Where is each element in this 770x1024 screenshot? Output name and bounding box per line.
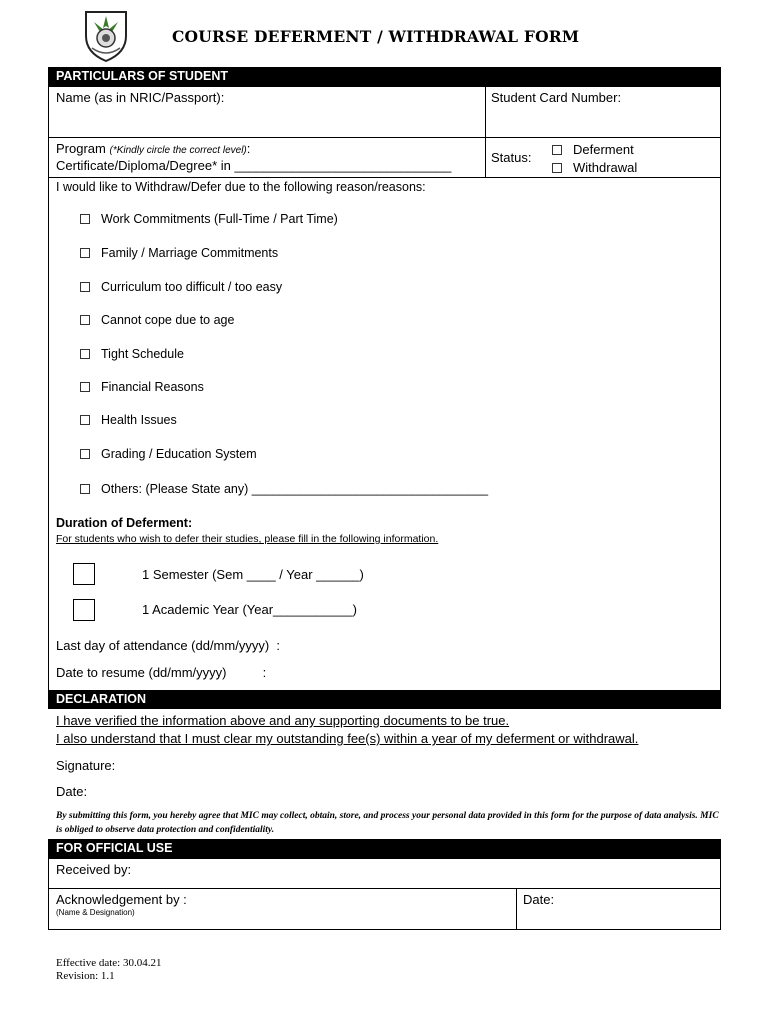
- status-withdrawal[interactable]: Withdrawal: [552, 160, 637, 175]
- reason-item-others[interactable]: Others: (Please State any) __________________________________: [80, 482, 488, 496]
- received-by-field[interactable]: Received by:: [56, 862, 132, 877]
- effective-date: Effective date: 30.04.21: [56, 957, 162, 969]
- reasons-intro: I would like to Withdraw/Defer due to the following reason/reasons:: [56, 180, 426, 194]
- reason-item[interactable]: Grading / Education System: [80, 447, 257, 461]
- reason-checkbox[interactable]: [80, 282, 90, 292]
- acknowledgement-note: (Name & Designation): [56, 908, 135, 917]
- particulars-heading: PARTICULARS OF STUDENT: [48, 67, 721, 86]
- declaration-line-1: I have verified the information above and any supporting documents to be true.: [56, 713, 510, 728]
- program-label-line: [56, 141, 250, 156]
- reason-item[interactable]: Financial Reasons: [80, 380, 204, 394]
- signature-field[interactable]: Signature:: [56, 758, 116, 773]
- reason-checkbox[interactable]: [80, 382, 90, 392]
- reason-checkbox[interactable]: [80, 484, 90, 494]
- reason-item[interactable]: Work Commitments (Full-Time / Part Time): [80, 212, 338, 226]
- program-label: Program: [56, 141, 106, 156]
- program-colon: :: [246, 141, 251, 156]
- reason-checkbox[interactable]: [80, 248, 90, 258]
- name-label: Name (as in NRIC/Passport):: [56, 90, 225, 105]
- status-deferment[interactable]: Deferment: [552, 142, 634, 157]
- duration-note: For students who wish to defer their studies, please fill in the following information.: [56, 533, 439, 545]
- academic-year-checkbox[interactable]: [73, 599, 95, 621]
- program-field[interactable]: Certificate/Diploma/Degree* in ______________________________: [56, 158, 452, 173]
- privacy-notice: By submitting this form, you hereby agree that MIC may collect, obtain, store, and process your personal data provided in this form for the purpose of data analysis. MIC is obliged to observe data protection and confidentiality.: [56, 811, 719, 835]
- duration-heading: Duration of Deferment:: [56, 516, 193, 530]
- semester-option[interactable]: 1 Semester (Sem ____ / Year ______): [142, 567, 364, 582]
- reason-item[interactable]: Health Issues: [80, 413, 177, 427]
- declaration-date-field[interactable]: Date:: [56, 784, 88, 799]
- last-day-field[interactable]: Last day of attendance (dd/mm/yyyy) :: [56, 638, 280, 653]
- reason-item[interactable]: Family / Marriage Commitments: [80, 246, 278, 260]
- declaration-heading: DECLARATION: [48, 690, 721, 709]
- reason-item[interactable]: Tight Schedule: [80, 347, 184, 361]
- academic-year-option[interactable]: 1 Academic Year (Year___________): [142, 602, 357, 617]
- acknowledgement-field[interactable]: Acknowledgement by :: [56, 892, 187, 907]
- status-label: Status:: [491, 150, 532, 165]
- revision: Revision: 1.1: [56, 970, 115, 982]
- reason-checkbox[interactable]: [80, 449, 90, 459]
- institution-logo: [82, 8, 130, 62]
- reason-checkbox[interactable]: [80, 415, 90, 425]
- program-note: (*Kindly circle the correct level): [109, 145, 247, 156]
- form-title: COURSE DEFERMENT / WITHDRAWAL FORM: [172, 27, 580, 46]
- reason-checkbox[interactable]: [80, 214, 90, 224]
- deferment-checkbox[interactable]: [552, 145, 562, 155]
- reason-item[interactable]: Cannot cope due to age: [80, 313, 234, 327]
- reason-checkbox[interactable]: [80, 349, 90, 359]
- withdrawal-checkbox[interactable]: [552, 163, 562, 173]
- reason-checkbox[interactable]: [80, 315, 90, 325]
- official-date-field[interactable]: Date:: [523, 892, 555, 907]
- semester-checkbox[interactable]: [73, 563, 95, 585]
- resume-date-field[interactable]: Date to resume (dd/mm/yyyy) :: [56, 665, 267, 680]
- reason-item[interactable]: Curriculum too difficult / too easy: [80, 280, 282, 294]
- declaration-line-2: I also understand that I must clear my outstanding fee(s) within a year of my deferment or withdrawal.: [56, 731, 639, 746]
- official-use-heading: FOR OFFICIAL USE: [48, 839, 721, 858]
- student-card-label: Student Card Number:: [491, 90, 622, 105]
